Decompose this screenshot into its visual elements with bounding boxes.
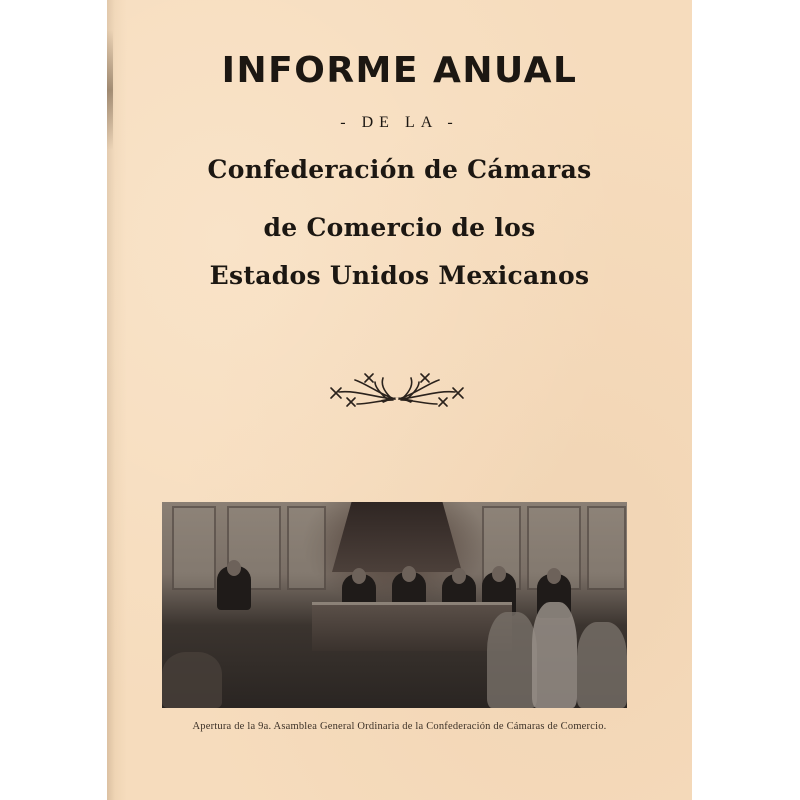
person-head — [547, 568, 561, 584]
floral-flourish-icon — [317, 370, 477, 412]
audience-member — [162, 652, 222, 708]
presiding-desk — [312, 602, 512, 651]
subtitle-line-2: de Comercio de los — [263, 213, 536, 242]
person-head — [227, 560, 241, 576]
subtitle-line-1: Confederación de Cámaras — [207, 155, 592, 184]
person-head — [492, 566, 506, 582]
wall-panel — [172, 506, 216, 590]
audience-member — [487, 612, 537, 708]
assembly-photo — [162, 502, 627, 708]
person-head — [402, 566, 416, 582]
title-connector: - DE LA - — [340, 114, 459, 131]
person-head — [352, 568, 366, 584]
report-title: INFORME ANUAL — [221, 50, 578, 91]
audience-member — [532, 602, 577, 708]
document-page — [107, 0, 692, 800]
photo-caption: Apertura de la 9a. Asamblea General Ordinaria de la Confederación de Cámaras de Comercio. — [192, 721, 607, 732]
canopy — [332, 502, 462, 572]
audience-member — [577, 622, 627, 708]
person-head — [452, 568, 466, 584]
wall-panel — [287, 506, 326, 590]
subtitle-line-3: Estados Unidos Mexicanos — [209, 261, 590, 290]
wall-panel — [587, 506, 626, 590]
